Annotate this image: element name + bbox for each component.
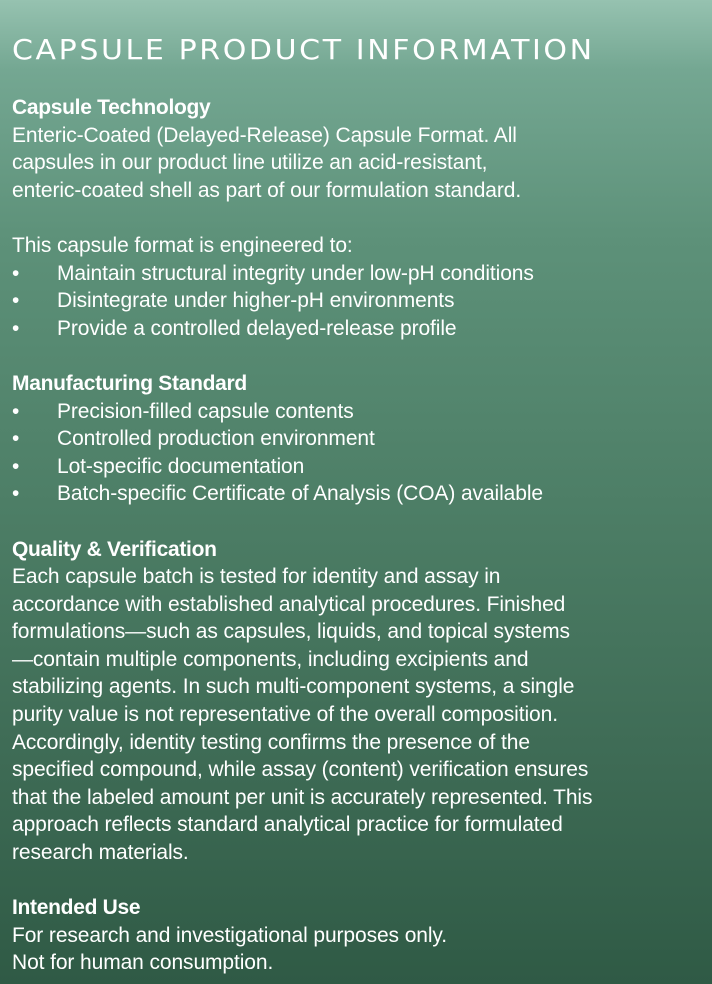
list-item-text: Provide a controlled delayed-release profile — [57, 316, 457, 340]
section-capsule-technology — [12, 94, 700, 342]
list-item-text: Batch-specific Certificate of Analysis (COA) available — [57, 482, 543, 506]
body-line: formulations—such as capsules, liquids, and topical systems — [12, 620, 570, 644]
spacer — [12, 204, 700, 232]
section-heading: Manufacturing Standard — [12, 371, 247, 395]
section-manufacturing-standard — [12, 370, 700, 508]
body-line: Each capsule batch is tested for identity and assay in — [12, 565, 501, 589]
list-item — [12, 480, 700, 508]
section-heading: Capsule Technology — [12, 96, 211, 119]
bullet-list — [12, 260, 700, 343]
bullet-icon: • — [12, 261, 20, 285]
bullet-list — [12, 398, 700, 508]
spacer — [12, 342, 700, 370]
list-item — [12, 260, 700, 288]
body-line: purity value is not representative of the overall composition. — [12, 703, 558, 727]
body-line: stabilizing agents. In such multi-component systems, a single — [12, 675, 575, 699]
body-line: accordance with established analytical procedures. Finished — [12, 592, 566, 616]
list-item-text: Lot-specific documentation — [57, 454, 305, 478]
bullet-icon: • — [12, 427, 20, 451]
list-item-text: Precision-filled capsule contents — [57, 399, 354, 423]
bullet-icon: • — [12, 482, 20, 506]
body-line: enteric-coated shell as part of our formulation standard. — [12, 178, 522, 202]
list-item — [12, 425, 700, 453]
body-line: This capsule format is engineered to: — [12, 233, 353, 257]
bullet-icon: • — [12, 289, 20, 313]
page-title: CAPSULE PRODUCT INFORMATION — [12, 34, 595, 67]
body-line: For research and investigational purposes only. — [12, 923, 447, 947]
bullet-icon: • — [12, 454, 20, 478]
body-line: Enteric-Coated (Delayed-Release) Capsule Format. All — [12, 123, 517, 147]
section-heading: Quality & Verification — [12, 537, 217, 561]
section-quality-verification — [12, 536, 700, 867]
list-item-text: Disintegrate under higher-pH environments — [57, 289, 455, 313]
body-line: that the labeled amount per unit is accurately represented. This — [12, 785, 593, 809]
body-line: capsules in our product line utilize an acid-resistant, — [12, 151, 488, 175]
list-item — [12, 453, 700, 481]
spacer — [12, 508, 700, 536]
bullet-icon: • — [12, 316, 20, 340]
body-line: —contain multiple components, including excipients and — [12, 647, 529, 671]
section-intended-use — [12, 894, 700, 977]
spacer — [12, 867, 700, 895]
list-item-text: Controlled production environment — [57, 427, 375, 451]
body-line: Not for human consumption. — [12, 951, 274, 975]
content — [12, 94, 700, 977]
list-item — [12, 287, 700, 315]
bullet-icon: • — [12, 399, 20, 423]
body-line: approach reflects standard analytical practice for formulated — [12, 813, 563, 837]
body-line: research materials. — [12, 841, 189, 865]
list-item — [12, 315, 700, 343]
list-item-text: Maintain structural integrity under low-pH conditions — [57, 261, 534, 285]
body-line: specified compound, while assay (content) verification ensures — [12, 758, 589, 782]
list-item — [12, 398, 700, 426]
section-heading: Intended Use — [12, 896, 141, 920]
body-line: Accordingly, identity testing confirms the presence of the — [12, 730, 530, 754]
